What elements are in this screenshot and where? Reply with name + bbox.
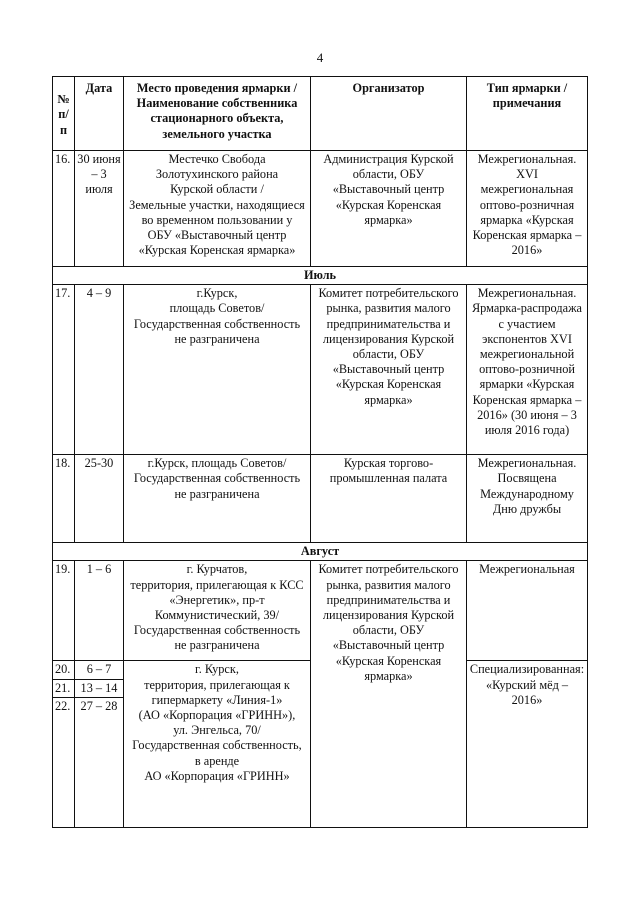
row-num: 19.: [53, 561, 75, 661]
row-num: 18.: [53, 455, 75, 543]
header-type: Тип ярмарки / примечания: [467, 77, 588, 151]
header-organizer: Организатор: [311, 77, 467, 151]
row-place: г.Курск, площадь Советов/ Государственная собственность не разграничена: [124, 285, 311, 455]
row-organizer: Комитет потребительского рынка, развития малого предпринимательства и лицензирования Курской области, ОБУ «Выставочный центр «Курская Коренская ярмарка»: [311, 285, 467, 455]
header-num: № п/п: [53, 77, 75, 151]
row-organizer: Администрация Курской области, ОБУ «Выставочный центр «Курская Коренская ярмарка»: [311, 151, 467, 267]
row-place: Местечко Свобода Золотухинского района Курской области / Земельные участки, находящиеся во временном пользовании у ОБУ «Выставочный центр «Курская Коренская ярмарка»: [124, 151, 311, 267]
row-organizer: Курская торгово- промышленная палата: [311, 455, 467, 543]
row-type: Межрегиональная: [467, 561, 588, 661]
table-row: [53, 561, 588, 661]
row-date: 25-30: [75, 455, 124, 543]
row-date: 13 – 14: [75, 679, 124, 697]
row-type: Межрегиональная. Ярмарка-распродажа с участием экспонентов XVI межрегиональной оптово-розничной ярмарки «Курская Коренская ярмарка – 2016» (30 июня – 3 июля 2016 года): [467, 285, 588, 455]
page-number: 4: [316, 50, 324, 65]
row-place: г. Курчатов, территория, прилегающая к КСС «Энергетик», пр-т Коммунистический, 39/ Государственная собственность не разграничена: [124, 561, 311, 661]
fair-schedule-table: [52, 76, 588, 828]
row-place: г.Курск, площадь Советов/ Государственная собственность не разграничена: [124, 455, 311, 543]
row-num: 17.: [53, 285, 75, 455]
row-num: 22.: [53, 697, 75, 827]
row-organizer: Комитет потребительского рынка, развития малого предпринимательства и лицензирования Курской области, ОБУ «Выставочный центр «Курская Коренская ярмарка»: [311, 561, 467, 827]
header-place: Место проведения ярмарки / Наименование собственника стационарного объекта, земельного участка: [124, 77, 311, 151]
row-num: 20.: [53, 661, 75, 679]
month-august: Август: [53, 543, 588, 561]
row-num: 21.: [53, 679, 75, 697]
row-date: 6 – 7: [75, 661, 124, 679]
row-date: 30 июня – 3 июля: [75, 151, 124, 267]
row-place: г. Курск, территория, прилегающая к гипермаркету «Линия-1» (АО «Корпорация «ГРИНН»), ул. Энгельса, 70/ Государственная собственность, в аренде АО «Корпорация «ГРИНН»: [124, 661, 311, 827]
month-row-july: [53, 267, 588, 285]
month-july: Июль: [53, 267, 588, 285]
table-row: [53, 151, 588, 267]
row-date: 4 – 9: [75, 285, 124, 455]
row-type: Межрегиональная. XVI межрегиональная оптово-розничная ярмарка «Курская Коренская ярмарка – 2016»: [467, 151, 588, 267]
row-type: Специализированная: «Курский мёд – 2016»: [467, 661, 588, 827]
month-row-august: [53, 543, 588, 561]
table-row: [53, 285, 588, 455]
row-date: 27 – 28: [75, 697, 124, 827]
row-date: 1 – 6: [75, 561, 124, 661]
header-date: Дата: [75, 77, 124, 151]
row-type: Межрегиональная. Посвящена Международному Дню дружбы: [467, 455, 588, 543]
table-row: [53, 455, 588, 543]
row-num: 16.: [53, 151, 75, 267]
table-header-row: [53, 77, 588, 151]
